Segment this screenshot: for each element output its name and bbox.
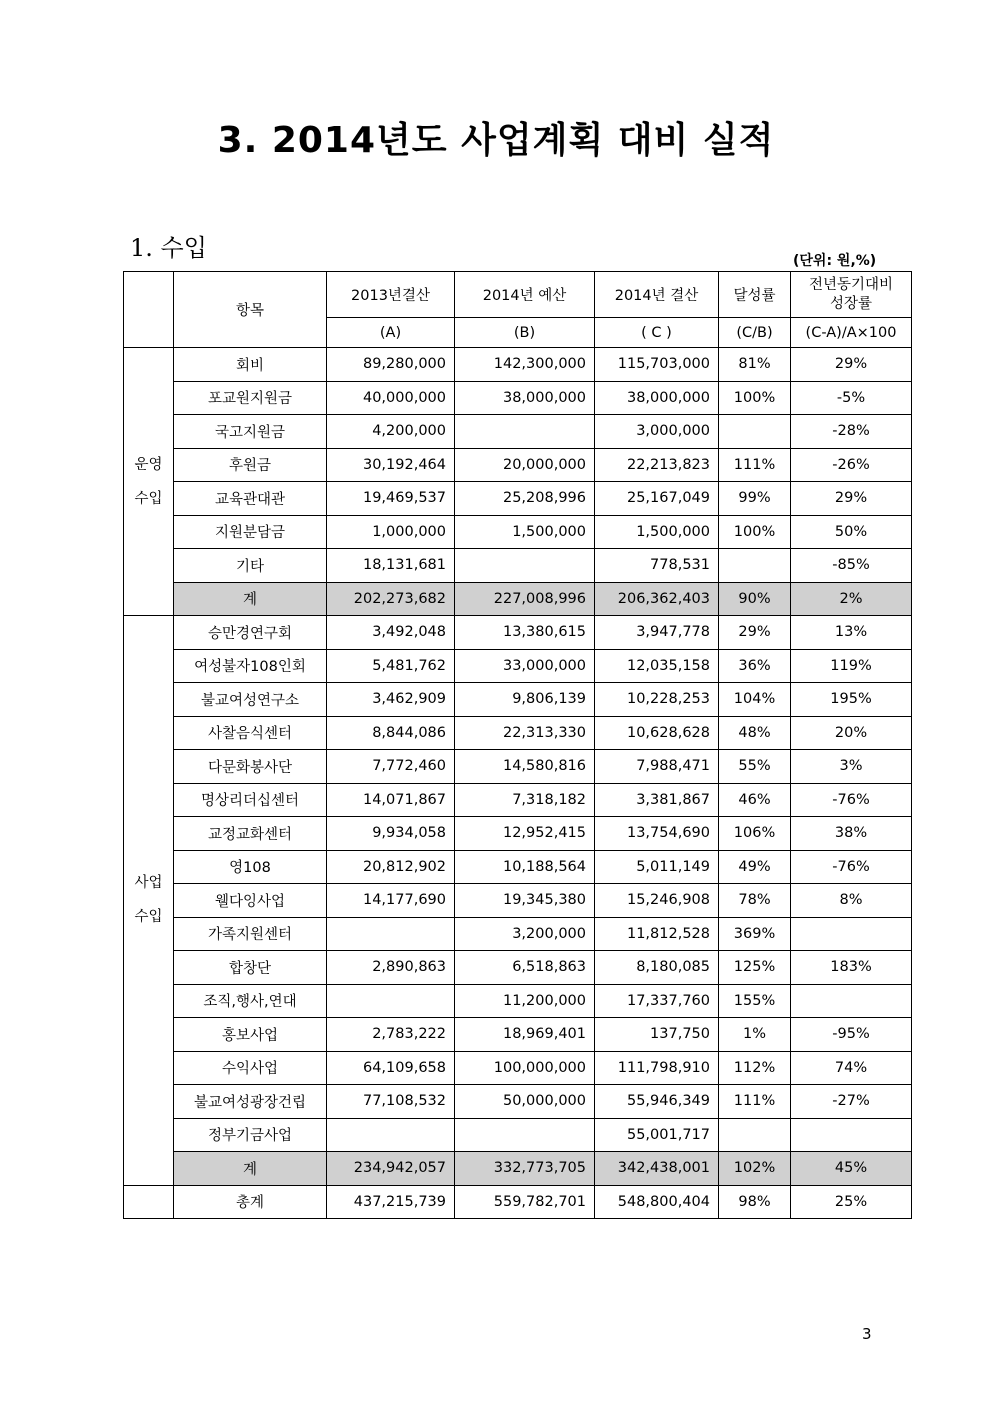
page-number: 3 — [862, 1325, 872, 1343]
cell-result2014: 55,946,349 — [595, 1085, 719, 1119]
corner-cell — [124, 272, 174, 348]
cell-growth: 195% — [791, 683, 912, 717]
cell-result2014: 38,000,000 — [595, 381, 719, 415]
cell-item: 승만경연구회 — [174, 616, 327, 650]
cell-y2013: 3,462,909 — [327, 683, 455, 717]
cell-result2014: 17,337,760 — [595, 984, 719, 1018]
table-row — [124, 716, 912, 750]
cell-budget2014: 20,000,000 — [455, 448, 595, 482]
cell-rate: 112% — [719, 1051, 791, 1085]
cell-budget2014: 33,000,000 — [455, 649, 595, 683]
cell-budget2014: 10,188,564 — [455, 850, 595, 884]
income-table-body — [124, 272, 912, 1219]
cell-result2014: 111,798,910 — [595, 1051, 719, 1085]
header-2013: 2013년결산 — [327, 272, 455, 318]
cell-budget2014: 100,000,000 — [455, 1051, 595, 1085]
cell-growth: 3% — [791, 750, 912, 784]
cell-result2014: 3,947,778 — [595, 616, 719, 650]
cell-budget2014: 38,000,000 — [455, 381, 595, 415]
cell-item: 총계 — [174, 1185, 327, 1219]
cell-item: 계 — [174, 582, 327, 616]
cell-budget2014 — [455, 549, 595, 583]
cell-y2013: 5,481,762 — [327, 649, 455, 683]
cell-budget2014: 9,806,139 — [455, 683, 595, 717]
cell-rate: 48% — [719, 716, 791, 750]
cell-y2013: 3,492,048 — [327, 616, 455, 650]
table-row — [124, 1085, 912, 1119]
table-row — [124, 515, 912, 549]
cell-rate: 111% — [719, 448, 791, 482]
table-row — [124, 951, 912, 985]
table-row — [124, 750, 912, 784]
header-2014-budget: 2014년 예산 — [455, 272, 595, 318]
cell-growth: 8% — [791, 884, 912, 918]
cell-y2013: 40,000,000 — [327, 381, 455, 415]
cell-item: 기타 — [174, 549, 327, 583]
table-row — [124, 448, 912, 482]
table-row — [124, 850, 912, 884]
cell-budget2014: 3,200,000 — [455, 917, 595, 951]
header-growth: 전년동기대비 성장률 — [791, 272, 912, 318]
header-item: 항목 — [174, 272, 327, 348]
cell-result2014: 8,180,085 — [595, 951, 719, 985]
page-title: 3. 2014년도 사업계획 대비 실적 — [217, 120, 775, 161]
table-row — [124, 884, 912, 918]
cell-growth: 119% — [791, 649, 912, 683]
cell-result2014: 115,703,000 — [595, 348, 719, 382]
cell-y2013: 234,942,057 — [327, 1152, 455, 1186]
cell-item: 웰다잉사업 — [174, 884, 327, 918]
cell-y2013: 77,108,532 — [327, 1085, 455, 1119]
cell-y2013 — [327, 917, 455, 951]
cell-growth: 2% — [791, 582, 912, 616]
cell-y2013: 18,131,681 — [327, 549, 455, 583]
cell-y2013: 7,772,460 — [327, 750, 455, 784]
cell-growth: 29% — [791, 348, 912, 382]
cell-rate: 100% — [719, 515, 791, 549]
cell-result2014: 10,228,253 — [595, 683, 719, 717]
cell-budget2014: 7,318,182 — [455, 783, 595, 817]
cell-y2013: 20,812,902 — [327, 850, 455, 884]
cell-rate — [719, 549, 791, 583]
cell-rate: 125% — [719, 951, 791, 985]
cell-y2013: 437,215,739 — [327, 1185, 455, 1219]
cell-rate: 29% — [719, 616, 791, 650]
cell-growth: -26% — [791, 448, 912, 482]
cell-budget2014: 25,208,996 — [455, 482, 595, 516]
cell-result2014: 3,381,867 — [595, 783, 719, 817]
cell-growth: -76% — [791, 783, 912, 817]
cell-budget2014: 50,000,000 — [455, 1085, 595, 1119]
cell-rate: 90% — [719, 582, 791, 616]
cell-item: 계 — [174, 1152, 327, 1186]
cell-item: 영108 — [174, 850, 327, 884]
cell-item: 포교원지원금 — [174, 381, 327, 415]
table-row — [124, 783, 912, 817]
cell-budget2014: 6,518,863 — [455, 951, 595, 985]
cell-y2013: 64,109,658 — [327, 1051, 455, 1085]
cell-result2014: 342,438,001 — [595, 1152, 719, 1186]
cell-budget2014: 227,008,996 — [455, 582, 595, 616]
cell-y2013: 4,200,000 — [327, 415, 455, 449]
subheader-growth: (C-A)/A×100 — [791, 318, 912, 348]
table-row — [124, 1118, 912, 1152]
cell-rate — [719, 1118, 791, 1152]
header-rate: 달성률 — [719, 272, 791, 318]
cell-item: 홍보사업 — [174, 1018, 327, 1052]
cell-budget2014: 559,782,701 — [455, 1185, 595, 1219]
cell-result2014: 11,812,528 — [595, 917, 719, 951]
cell-y2013: 89,280,000 — [327, 348, 455, 382]
cell-item: 사찰음식센터 — [174, 716, 327, 750]
cell-growth: 25% — [791, 1185, 912, 1219]
cell-growth: 74% — [791, 1051, 912, 1085]
cell-growth: -5% — [791, 381, 912, 415]
cell-y2013: 1,000,000 — [327, 515, 455, 549]
cell-growth — [791, 1118, 912, 1152]
cell-growth: 38% — [791, 817, 912, 851]
cell-result2014: 5,011,149 — [595, 850, 719, 884]
cell-budget2014: 142,300,000 — [455, 348, 595, 382]
cell-growth: -95% — [791, 1018, 912, 1052]
cell-item: 정부기금사업 — [174, 1118, 327, 1152]
cell-y2013 — [327, 1118, 455, 1152]
cell-result2014: 778,531 — [595, 549, 719, 583]
cell-item: 회비 — [174, 348, 327, 382]
cell-result2014: 137,750 — [595, 1018, 719, 1052]
cell-y2013: 202,273,682 — [327, 582, 455, 616]
cell-item: 다문화봉사단 — [174, 750, 327, 784]
cell-rate: 155% — [719, 984, 791, 1018]
table-row — [124, 1051, 912, 1085]
cell-item: 합창단 — [174, 951, 327, 985]
table-row — [124, 649, 912, 683]
cell-item: 지원분담금 — [174, 515, 327, 549]
cell-result2014: 13,754,690 — [595, 817, 719, 851]
cell-growth: 29% — [791, 482, 912, 516]
cell-result2014: 12,035,158 — [595, 649, 719, 683]
table-row — [124, 616, 912, 650]
cell-rate: 1% — [719, 1018, 791, 1052]
table-row — [124, 917, 912, 951]
cell-rate: 104% — [719, 683, 791, 717]
cell-budget2014 — [455, 415, 595, 449]
table-header-row — [124, 272, 912, 318]
cell-result2014: 25,167,049 — [595, 482, 719, 516]
cell-rate: 49% — [719, 850, 791, 884]
cell-result2014: 22,213,823 — [595, 448, 719, 482]
table-row — [124, 348, 912, 382]
cell-item: 여성불자108인회 — [174, 649, 327, 683]
cell-growth: -28% — [791, 415, 912, 449]
cell-y2013: 19,469,537 — [327, 482, 455, 516]
cell-budget2014: 12,952,415 — [455, 817, 595, 851]
cell-item: 가족지원센터 — [174, 917, 327, 951]
cell-growth: 13% — [791, 616, 912, 650]
cell-result2014: 206,362,403 — [595, 582, 719, 616]
cell-result2014: 3,000,000 — [595, 415, 719, 449]
cell-y2013: 9,934,058 — [327, 817, 455, 851]
cell-y2013: 30,192,464 — [327, 448, 455, 482]
cell-budget2014: 22,313,330 — [455, 716, 595, 750]
cell-budget2014: 19,345,380 — [455, 884, 595, 918]
cell-rate: 46% — [719, 783, 791, 817]
table-row — [124, 984, 912, 1018]
cell-rate: 55% — [719, 750, 791, 784]
cell-rate: 36% — [719, 649, 791, 683]
cell-budget2014 — [455, 1118, 595, 1152]
table-row — [124, 549, 912, 583]
table-row — [124, 415, 912, 449]
cell-y2013: 8,844,086 — [327, 716, 455, 750]
table-row — [124, 1018, 912, 1052]
cell-growth: 45% — [791, 1152, 912, 1186]
cell-item: 명상리더십센터 — [174, 783, 327, 817]
cell-y2013: 2,890,863 — [327, 951, 455, 985]
unit-note: (단위: 원,%) — [793, 253, 877, 269]
cell-budget2014: 11,200,000 — [455, 984, 595, 1018]
cell-y2013: 2,783,222 — [327, 1018, 455, 1052]
cell-budget2014: 18,969,401 — [455, 1018, 595, 1052]
table-row — [124, 1152, 912, 1186]
cell-item: 교정교화센터 — [174, 817, 327, 851]
cell-item: 국고지원금 — [174, 415, 327, 449]
subheader-c: ( C ) — [595, 318, 719, 348]
group-label-operating: 운영 수입 — [124, 348, 174, 616]
cell-result2014: 15,246,908 — [595, 884, 719, 918]
header-2014-result: 2014년 결산 — [595, 272, 719, 318]
table-row — [124, 582, 912, 616]
cell-growth: 50% — [791, 515, 912, 549]
group-label-business: 사업 수입 — [124, 616, 174, 1186]
cell-item: 후원금 — [174, 448, 327, 482]
cell-item: 불교여성연구소 — [174, 683, 327, 717]
cell-rate: 100% — [719, 381, 791, 415]
cell-y2013: 14,071,867 — [327, 783, 455, 817]
cell-growth: 20% — [791, 716, 912, 750]
cell-rate: 78% — [719, 884, 791, 918]
income-table — [123, 271, 912, 1219]
cell-rate: 98% — [719, 1185, 791, 1219]
cell-growth — [791, 917, 912, 951]
cell-rate: 99% — [719, 482, 791, 516]
cell-item: 조직,행사,연대 — [174, 984, 327, 1018]
cell-budget2014: 1,500,000 — [455, 515, 595, 549]
cell-rate — [719, 415, 791, 449]
table-row — [124, 482, 912, 516]
cell-result2014: 1,500,000 — [595, 515, 719, 549]
subheader-b: (B) — [455, 318, 595, 348]
cell-item: 불교여성광장건립 — [174, 1085, 327, 1119]
table-row — [124, 381, 912, 415]
cell-y2013: 14,177,690 — [327, 884, 455, 918]
cell-budget2014: 14,580,816 — [455, 750, 595, 784]
cell-budget2014: 332,773,705 — [455, 1152, 595, 1186]
table-row — [124, 817, 912, 851]
cell-result2014: 7,988,471 — [595, 750, 719, 784]
cell-result2014: 10,628,628 — [595, 716, 719, 750]
table-row — [124, 1185, 912, 1219]
subheader-rate: (C/B) — [719, 318, 791, 348]
cell-rate: 369% — [719, 917, 791, 951]
cell-growth: -85% — [791, 549, 912, 583]
group-label-empty — [124, 1185, 174, 1219]
cell-item: 교육관대관 — [174, 482, 327, 516]
cell-growth — [791, 984, 912, 1018]
cell-rate: 106% — [719, 817, 791, 851]
cell-result2014: 548,800,404 — [595, 1185, 719, 1219]
cell-rate: 81% — [719, 348, 791, 382]
subheader-a: (A) — [327, 318, 455, 348]
cell-result2014: 55,001,717 — [595, 1118, 719, 1152]
cell-growth: -27% — [791, 1085, 912, 1119]
cell-y2013 — [327, 984, 455, 1018]
cell-rate: 111% — [719, 1085, 791, 1119]
section-heading: 1. 수입 — [130, 234, 207, 262]
cell-item: 수익사업 — [174, 1051, 327, 1085]
cell-budget2014: 13,380,615 — [455, 616, 595, 650]
cell-rate: 102% — [719, 1152, 791, 1186]
table-row — [124, 683, 912, 717]
cell-growth: -76% — [791, 850, 912, 884]
cell-growth: 183% — [791, 951, 912, 985]
